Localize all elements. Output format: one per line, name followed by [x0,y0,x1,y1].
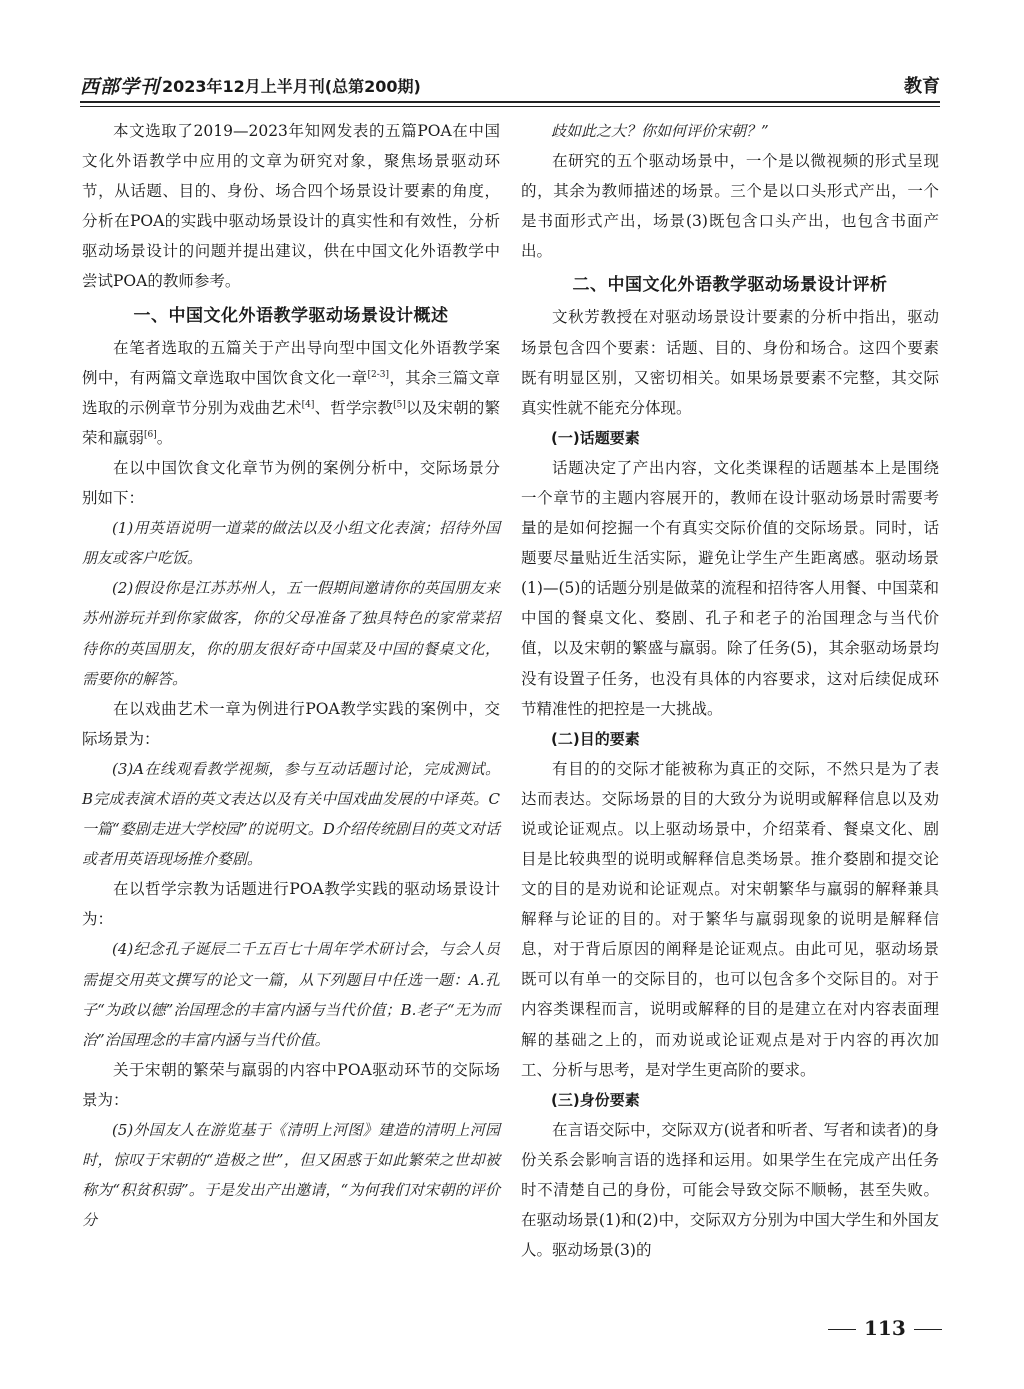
citation-5: [5] [393,399,406,410]
running-header [80,70,940,100]
scenario-5: (5)外国友人在游览基于《清明上河图》建造的清明上河园时，惊叹于宋朝的“造极之世”，但又困惑于如此繁荣之世却被称为“积贫积弱”。于是发出产出邀请，“为何我们对宋朝的评价分 [82,1121,500,1230]
cases-text-a: 在笔者选取的五篇关于产出导向型中国文化外语教学案例中，有两篇文章选取中国饮食文化一章 [82,338,500,387]
purpose-paragraph: 有目的的交际才能被称为真正的交际，不然只是为了表达而表达。交际场景的目的大致分为说明或解释信息以及劝说或论证观点。以上驱动场景中，介绍菜肴、餐桌文化、剧目是比较典型的说明或解释信息类场景。推介婺剧和提交论文的目的是劝说和论证观点。对宋朝繁华与羸弱的解释兼具解释与论证的目的。对于繁华与羸弱现象的说明是解释信息，对于背后原因的阐释是论证观点。由此可见，驱动场景既可以有单一的交际目的，也可以包含多个交际目的。对于内容类课程而言，说明或解释的目的是建立在对内容表面理解的基础之上的，而劝说或论证观点是对于内容的再次加工、分析与思考，是对学生更高阶的要求。 [521,759,939,1079]
left-column [82,116,500,1235]
citation-4: [4] [301,399,315,410]
header-rule-thin [80,106,940,107]
intro-paragraph: 本文选取了2019—2023年知网发表的五篇POA在中国文化外语教学中应用的文章为研究对象，聚焦场景驱动环节，从话题、目的、身份、场合四个场景设计要素的角度，分析在POA的实践中驱动场景设计的真实性和有效性，分析驱动场景设计的问题并提出建议，供在中国文化外语教学中尝试POA的教师参考。 [82,122,500,291]
subheading-topic: (一)话题要素 [551,428,640,447]
cases-paragraph [82,333,500,453]
topic-paragraph: 话题决定了产出内容，文化类课程的话题基本上是围绕一个章节的主题内容展开的，教师在设计驱动场景时需要考量的是如何挖掘一个有真实交际价值的交际场景。同时，话题要尽量贴近生活实际，避免让学生产生距离感。驱动场景(1)—(5)的话题分别是做菜的流程和招待客人用餐、中国菜和中国的餐桌文化、婺剧、孔子和老子的治国理念与当代价值，以及宋朝的繁盛与羸弱。除了任务(5)，其余驱动场景均没有设置子任务，也没有具体的内容要求，这对后续促成环节精准性的把控是一大挑战。 [521,458,939,718]
section-name: 教育 [904,76,940,97]
scenario-2: (2)假设你是江苏苏州人，五一假期间邀请你的英国朋友来苏州游玩并到你家做客，你的父母准备了独具特色的家常菜招待你的英国朋友，你的朋友很好奇中国菜及中国的餐桌文化，需要你的解答。 [82,579,500,688]
identity-paragraph: 在言语交际中，交际双方(说者和听者、写者和读者)的身份关系会影响言语的选择和运用。如果学生在完成产出任务时不清楚自己的身份，可能会导致交际不顺畅，甚至失败。在驱动场景(1)和(2)中，交际双方分别为中国大学生和外国友人。驱动场景(3)的 [521,1120,939,1260]
scenario-5-continued: 歧如此之大？你如何评价宋朝？” [551,122,769,140]
header-rule-thick [80,101,940,103]
citation-2-3: [2-3] [367,369,389,380]
issue-info: 2023年12月上半月刊(总第200期) [162,77,421,96]
scenario-4: (4)纪念孔子诞辰二千五百七十周年学术研讨会，与会人员需提交用英文撰写的论文一篇，从下列题目中任选一题：A.孔子“为政以德”治国理念的丰富内涵与当代价值；B.老子“无为而治”治国理念的丰富内涵与当代价值。 [82,940,500,1049]
page-dash-right [914,1329,942,1330]
elements-paragraph: 文秋芳教授在对驱动场景设计要素的分析中指出，驱动场景包含四个要素：话题、目的、身份和场合。这四个要素既有明显区别，又密切相关。如果场景要素不完整，其交际真实性就不能充分体现。 [521,308,939,417]
page-number-value: 113 [864,1316,906,1340]
song-dynasty-paragraph: 关于宋朝的繁荣与羸弱的内容中POA驱动环节的交际场景为： [82,1060,500,1109]
cases-text-b: ，其余三篇文章选取的示例章节分别为戏曲艺术 [82,368,500,417]
journal-logo: 西部学刊 [80,76,161,98]
cases-text-e: 。 [156,428,173,447]
scenario-3: (3)A在线观看教学视频，参与互动话题讨论，完成测试。B完成表演术语的英文表达以及有关中国戏曲发展的中译英。C一篇“婺剧走进大学校园”的说明文。D介绍传统剧目的英文对话或者用英语现场推介婺剧。 [82,759,500,869]
page-number [820,1316,950,1340]
right-column [521,116,939,1265]
opera-paragraph: 在以戏曲艺术一章为例进行POA教学实践的案例中，交际场景为： [82,699,500,748]
subheading-identity: (三)身份要素 [551,1090,640,1109]
citation-6: [6] [144,429,157,440]
cases-text-c: 、哲学宗教 [314,398,394,417]
section-heading-2: 二、中国文化外语教学驱动场景设计评析 [572,275,888,296]
section-heading-1: 一、中国文化外语教学驱动场景设计概述 [133,305,449,326]
philosophy-paragraph: 在以哲学宗教为话题进行POA教学实践的驱动场景设计为： [82,880,500,929]
food-culture-paragraph: 在以中国饮食文化章节为例的案例分析中，交际场景分别如下： [82,458,500,508]
cases-text-d: 以及宋朝的繁荣和羸弱 [82,398,500,447]
page-dash-left [828,1329,856,1330]
scenario-summary-paragraph: 在研究的五个驱动场景中，一个是以微视频的形式呈现的，其余为教师描述的场景。三个是以口头形式产出，一个是书面形式产出，场景(3)既包含口头产出，也包含书面产出。 [521,152,939,261]
scenario-1: (1)用英语说明一道菜的做法以及小组文化表演；招待外国朋友或客户吃饭。 [82,519,500,568]
subheading-purpose: (二)目的要素 [551,729,640,748]
